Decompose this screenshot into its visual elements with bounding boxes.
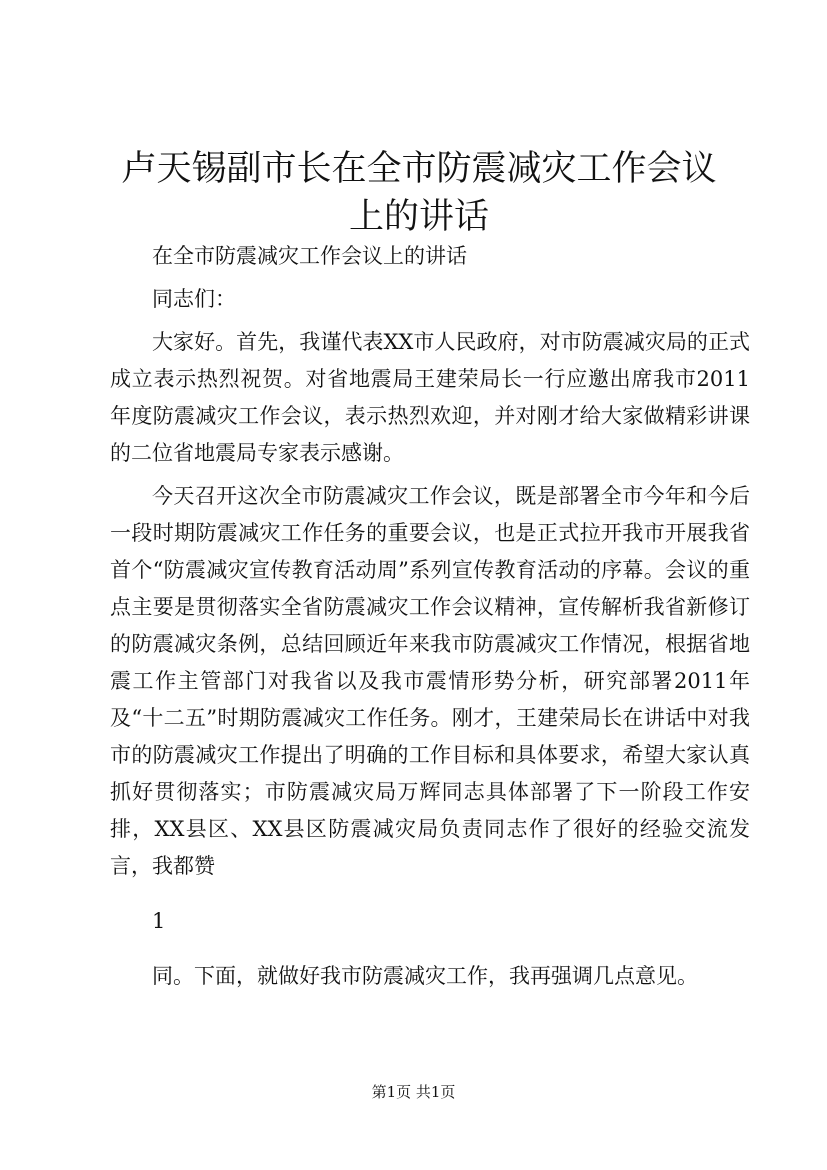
paragraph-1: 大家好。首先，我谨代表XX市人民政府，对市防震减灾局的正式成立表示热烈祝贺。对省地震局王建荣局长一行应邀出席我市2011年度防震减灾工作会议，表示热烈欢迎，并对刚才给大家做精彩讲课的二位省地震局专家表示感谢。 (110, 330, 750, 465)
continuation-paragraph: 同。下面，就做好我市防震减灾工作，我再强调几点意见。 (152, 964, 698, 988)
salutation: 同志们： (152, 287, 236, 311)
document-body (110, 238, 750, 995)
subtitle-line: 在全市防震减灾工作会议上的讲话 (152, 244, 467, 268)
page-marker: 1 (152, 909, 166, 933)
document-title: 卢天锡副市长在全市防震减灾工作会议上的讲话 (121, 149, 717, 237)
paragraph-2: 今天召开这次全市防震减灾工作会议，既是部署全市今年和今后一段时期防震减灾工作任务的重要会议，也是正式拉开我市开展我省首个“防震减灾宣传教育活动周”系列宣传教育活动的序幕。会议的重点主要是贯彻落实全省防震减灾工作会议精神，宣传解析我省新修订的防震减灾条例，总结回顾近年来我市防震减灾工作情况，根据省地震工作主管部门对我省以及我市震情形势分析，研究部署2011年及“十二五”时期防震减灾工作任务。刚才，王建荣局长在讲话中对我市的防震减灾工作提出了明确的工作目标和具体要求，希望大家认真抓好贯彻落实；市防震减灾局万辉同志具体部署了下一阶段工作安排，XX县区、XX县区防震减灾局负责同志作了很好的经验交流发言，我都赞 (110, 484, 750, 878)
page-footer: 第1页 共1页 (371, 1083, 456, 1101)
